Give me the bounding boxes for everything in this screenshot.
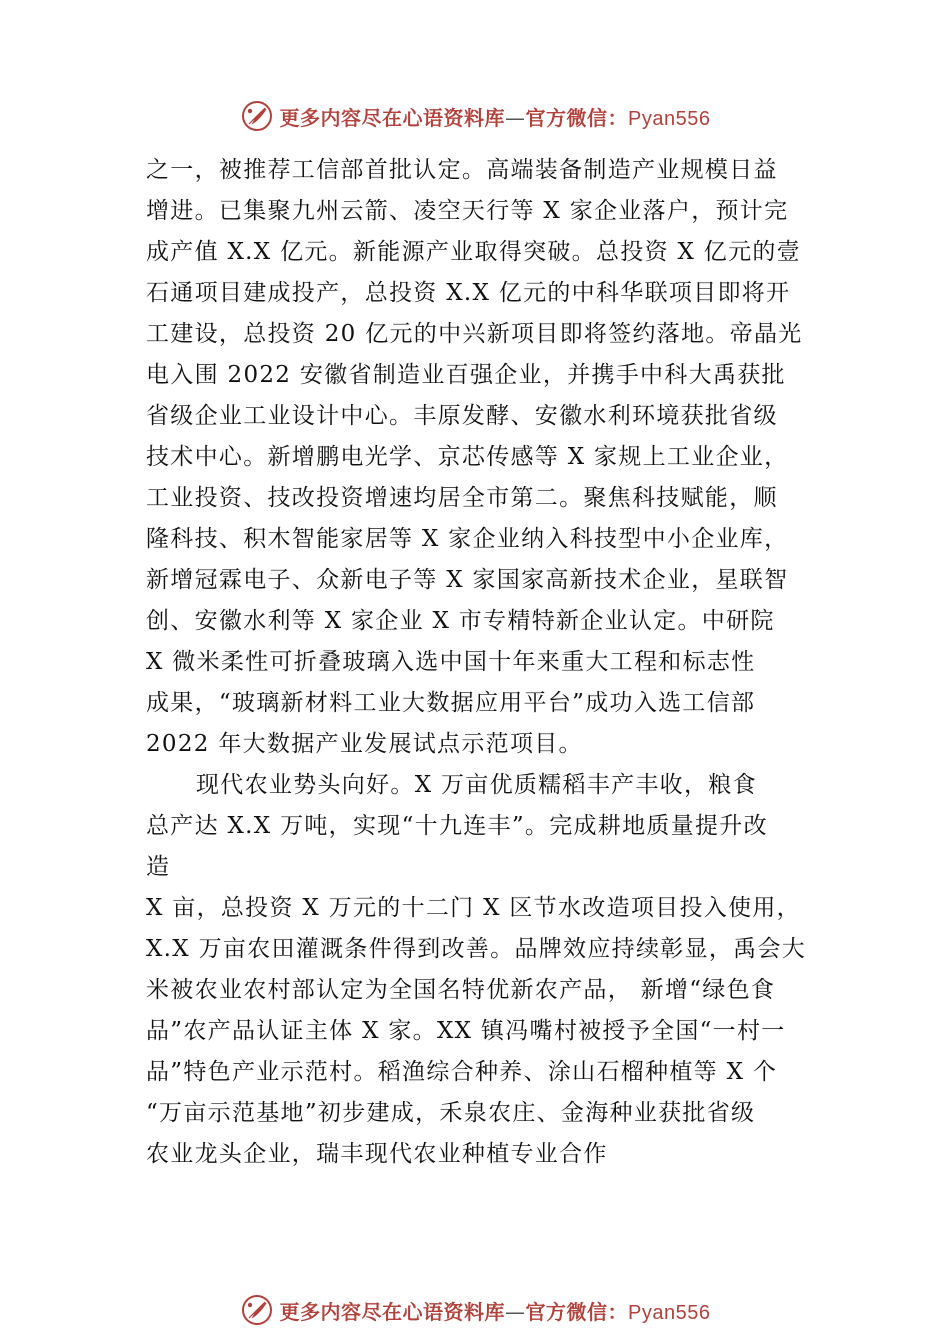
body-line: 米被农业农村部认定为全国名特优新农产品， 新增“绿色食 <box>146 977 776 1003</box>
header-contact-value: Pyan556 <box>628 107 711 130</box>
header-contact-label: 官方微信： <box>525 105 629 130</box>
body-line: 创、安徽水利等 X 家企业 X 市专精特新企业认定。中研院 <box>146 608 775 634</box>
body-line: 工业投资、技改投资增速均居全市第二。聚焦科技赋能，顺 <box>146 485 778 511</box>
body-line: 石通项目建成投产，总投资 X.X 亿元的中科华联项目即将开 <box>146 280 791 306</box>
footer-contact-label: 官方微信： <box>525 1299 629 1324</box>
footer-brand: 更多内容尽在心语资料库 <box>279 1299 506 1324</box>
body-line: 省级企业工业设计中心。丰原发酵、安徽水利环境获批省级 <box>146 403 778 429</box>
body-line: 之一，被推荐工信部首批认定。高端装备制造产业规模日益 <box>146 157 778 183</box>
quill-logo-icon <box>240 1293 274 1327</box>
body-line: 成产值 X.X 亿元。新能源产业取得突破。总投资 X 亿元的壹 <box>146 239 801 265</box>
body-line: 成果，“玻璃新材料工业大数据应用平台”成功入选工信部 <box>146 690 756 716</box>
document-body <box>146 150 826 1175</box>
paragraph-start-line: 现代农业势头向好。X 万亩优质糯稻丰产丰收，粮食 <box>196 772 757 798</box>
body-line: 增进。已集聚九州云箭、凌空天行等 X 家企业落户，预计完 <box>146 198 789 224</box>
footer-contact-value: Pyan556 <box>628 1301 711 1324</box>
footer-separator: — <box>505 1299 526 1324</box>
quill-logo-icon <box>240 99 274 133</box>
header-separator: — <box>505 105 526 130</box>
header-brand: 更多内容尽在心语资料库 <box>279 105 506 130</box>
body-line: 农业龙头企业，瑞丰现代农业种植专业合作 <box>146 1141 608 1167</box>
body-line: 总产达 X.X 万吨，实现“十九连丰”。完成耕地质量提升改 <box>146 813 768 839</box>
body-line: X 微米柔性可折叠玻璃入选中国十年来重大工程和标志性 <box>146 649 756 675</box>
body-line: 隆科技、积木智能家居等 X 家企业纳入科技型中小企业库， <box>146 526 789 552</box>
footer-banner <box>0 1290 950 1330</box>
header-banner <box>0 96 950 136</box>
body-line: X.X 万亩农田灌溉条件得到改善。品牌效应持续彰显，禹会大 <box>146 936 807 962</box>
body-line: 品”农产品认证主体 X 家。XX 镇冯嘴村被授予全国“一村一 <box>146 1018 786 1044</box>
body-line: 品”特色产业示范村。稻渔综合种养、涂山石榴种植等 X 个 <box>146 1059 778 1085</box>
body-line: 造 <box>146 854 171 880</box>
body-line: 技术中心。新增鹏电光学、京芯传感等 X 家规上工业企业， <box>146 444 789 470</box>
body-line: 工建设，总投资 20 亿元的中兴新项目即将签约落地。帝晶光 <box>146 321 803 347</box>
body-line: “万亩示范基地”初步建成，禾泉农庄、金海种业获批省级 <box>146 1100 756 1126</box>
body-line: 电入围 2022 安徽省制造业百强企业，并携手中科大禹获批 <box>146 362 786 388</box>
body-line: 新增冠霖电子、众新电子等 X 家国家高新技术企业，星联智 <box>146 567 789 593</box>
body-line: X 亩，总投资 X 万元的十二门 X 区节水改造项目投入使用， <box>146 895 801 921</box>
body-line: 2022 年大数据产业发展试点示范项目。 <box>146 731 583 757</box>
